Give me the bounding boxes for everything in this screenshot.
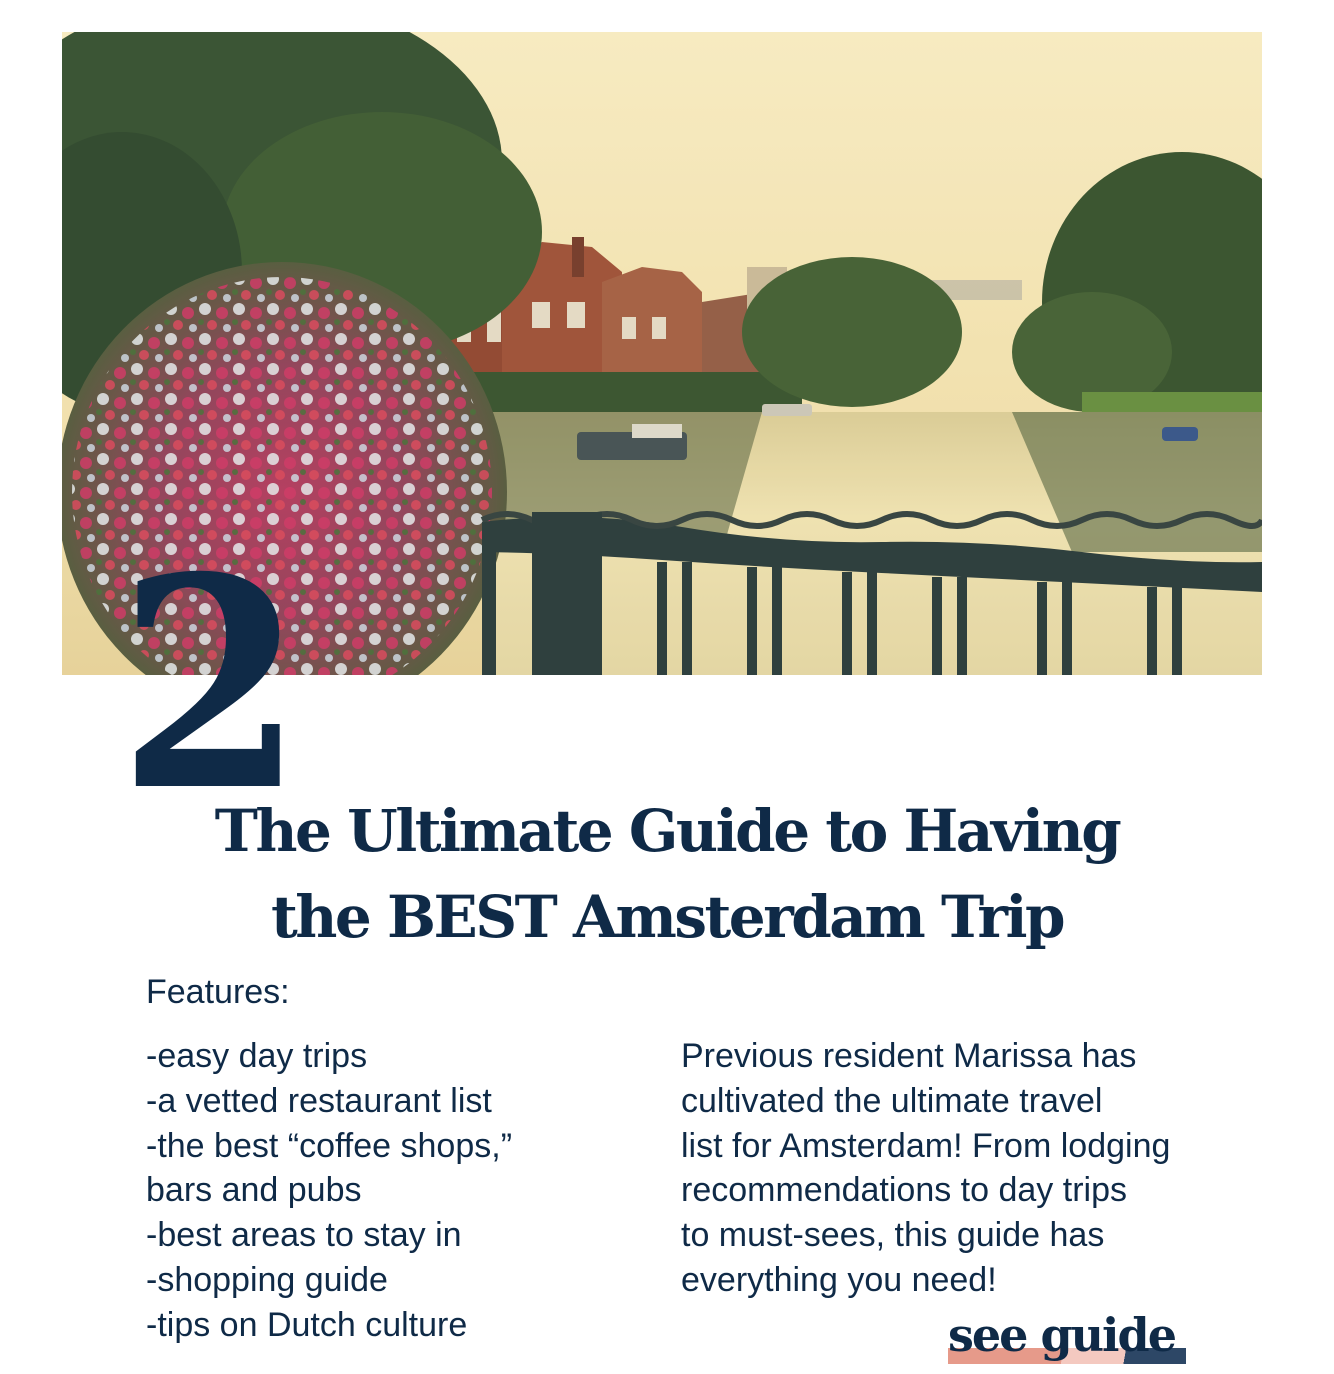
feature-item: -easy day trips bbox=[146, 1037, 368, 1075]
feature-item: -shopping guide bbox=[146, 1260, 388, 1299]
see-guide-link[interactable] bbox=[948, 1304, 1188, 1366]
description-line: Previous resident Marissa has bbox=[681, 1037, 1137, 1075]
feature-item: -a vetted restaurant list bbox=[146, 1081, 492, 1120]
page-title bbox=[0, 788, 1334, 960]
description-line: to must-sees, this guide has bbox=[681, 1216, 1105, 1255]
description-line: list for Amsterdam! From lodging bbox=[681, 1126, 1171, 1165]
guide-number: 2 bbox=[118, 515, 297, 855]
description-line: recommendations to day trips bbox=[681, 1171, 1127, 1210]
features-label: Features: bbox=[146, 973, 290, 1011]
feature-item: -the best “coffee shops,” bbox=[146, 1126, 513, 1165]
feature-item: -tips on Dutch culture bbox=[146, 1305, 468, 1344]
description-line: cultivated the ultimate travel bbox=[681, 1081, 1103, 1120]
feature-item: -best areas to stay in bbox=[146, 1216, 462, 1255]
description-line: everything you need! bbox=[681, 1260, 997, 1299]
see-guide-label: see guide bbox=[948, 1308, 1175, 1362]
title-line-1: The Ultimate Guide to Having bbox=[214, 797, 1120, 865]
features-list bbox=[146, 1034, 626, 1348]
feature-item: bars and pubs bbox=[146, 1171, 362, 1210]
guide-description bbox=[681, 1034, 1281, 1303]
title-line-2: the BEST Amsterdam Trip bbox=[270, 883, 1064, 951]
